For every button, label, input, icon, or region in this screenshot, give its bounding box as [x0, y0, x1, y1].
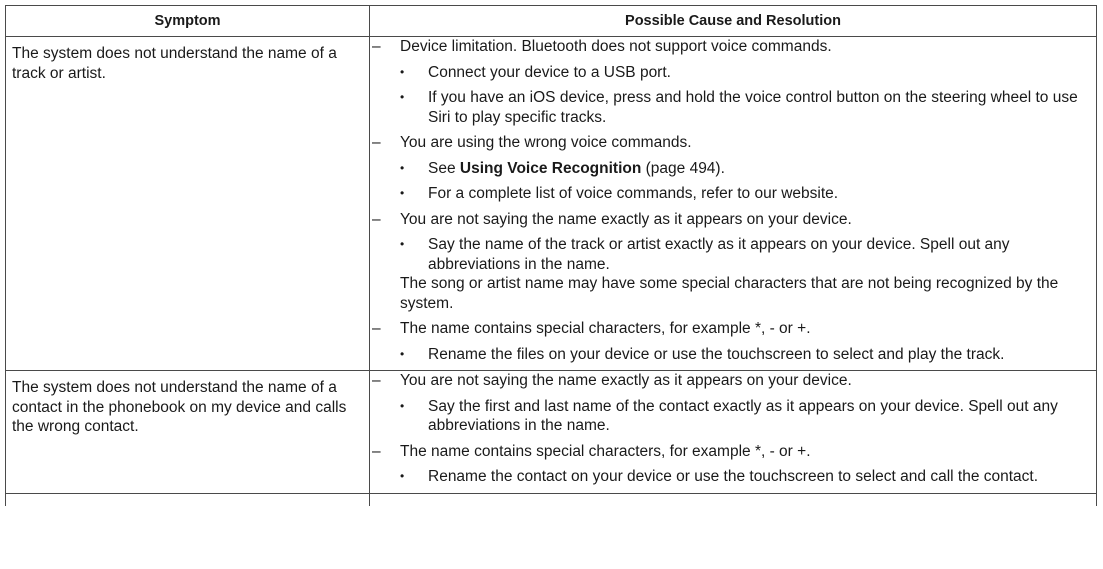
cause-cell — [370, 37, 1097, 371]
bullet-item — [370, 235, 1096, 274]
bullet-item — [370, 63, 1096, 83]
troubleshooting-table — [5, 5, 1097, 506]
cause-item — [370, 37, 1096, 57]
bullet-marker: • — [400, 160, 405, 175]
cause-item — [370, 210, 1096, 230]
note-text: The song or artist name may have some special characters that are not being recognized by the system. — [400, 275, 1059, 312]
bullet-text: If you have an iOS device, press and hold the voice control button on the steering wheel to use Siri to play specific tracks. — [428, 89, 1078, 126]
dash-marker: – — [372, 320, 381, 337]
bullet-item — [370, 345, 1096, 365]
bullet-marker: • — [400, 398, 405, 413]
table-header-row — [6, 6, 1097, 37]
symptom-text: The system does not understand the name of a track or artist. — [12, 45, 337, 82]
cause-item — [370, 319, 1096, 339]
cause-text: You are not saying the name exactly as it appears on your device. — [400, 210, 852, 228]
cause-text: You are not saying the name exactly as it appears on your device. — [400, 372, 852, 389]
bullet-text: Connect your device to a USB port. — [428, 63, 671, 81]
symptom-cell — [6, 371, 370, 494]
symptom-text: The system does not understand the name of a contact in the phonebook on my device and calls the wrong contact. — [12, 379, 347, 435]
bullet-marker: • — [400, 64, 405, 79]
bullet-suffix: (page 494). — [641, 159, 725, 177]
bullet-item — [370, 184, 1096, 204]
dash-marker: – — [372, 38, 381, 55]
symptom-cell — [6, 37, 370, 371]
cause-item — [370, 133, 1096, 153]
dash-marker: – — [372, 442, 381, 460]
cause-item — [370, 371, 1096, 391]
dash-marker: – — [372, 210, 381, 228]
bullet-text: Say the first and last name of the contact exactly as it appears on your device. Spell out any abbreviations in the name. — [428, 397, 1058, 434]
cause-text: You are using the wrong voice commands. — [400, 134, 692, 151]
cause-text: The name contains special characters, for example *, - or +. — [400, 442, 811, 460]
bullet-marker: • — [400, 346, 405, 361]
bullet-item — [370, 397, 1096, 436]
bullet-prefix: See — [428, 159, 460, 177]
dash-marker: – — [372, 134, 381, 151]
bullet-item — [370, 159, 1096, 179]
symptom-cell-empty — [6, 493, 370, 506]
bullet-marker: • — [400, 186, 405, 200]
cause-header: Possible Cause and Resolution — [370, 6, 1097, 37]
table-row-partial — [6, 493, 1097, 506]
bullet-marker: • — [400, 237, 405, 251]
cause-text: The name contains special characters, for example *, - or +. — [400, 320, 811, 337]
bullet-marker: • — [400, 469, 405, 483]
cause-cell-empty — [370, 493, 1097, 506]
table-row — [6, 37, 1097, 371]
bullet-text: For a complete list of voice commands, refer to our website. — [428, 185, 839, 202]
bullet-marker: • — [400, 90, 405, 104]
cause-text: Device limitation. Bluetooth does not support voice commands. — [400, 38, 832, 55]
cause-item — [370, 442, 1096, 462]
bullet-text: Rename the contact on your device or use the touchscreen to select and call the contact. — [428, 468, 1039, 485]
bullet-item — [370, 88, 1096, 127]
table-row — [6, 371, 1097, 494]
dash-marker: – — [372, 372, 381, 389]
bullet-text: Rename the files on your device or use the touchscreen to select and play the track. — [428, 345, 1005, 363]
page-reference-title: Using Voice Recognition — [459, 159, 642, 177]
cause-cell — [370, 371, 1097, 494]
bullet-item — [370, 467, 1096, 487]
bullet-text: Say the name of the track or artist exactly as it appears on your device. Spell out any abbreviations in the name. — [428, 236, 1010, 273]
symptom-header: Symptom — [6, 6, 370, 37]
